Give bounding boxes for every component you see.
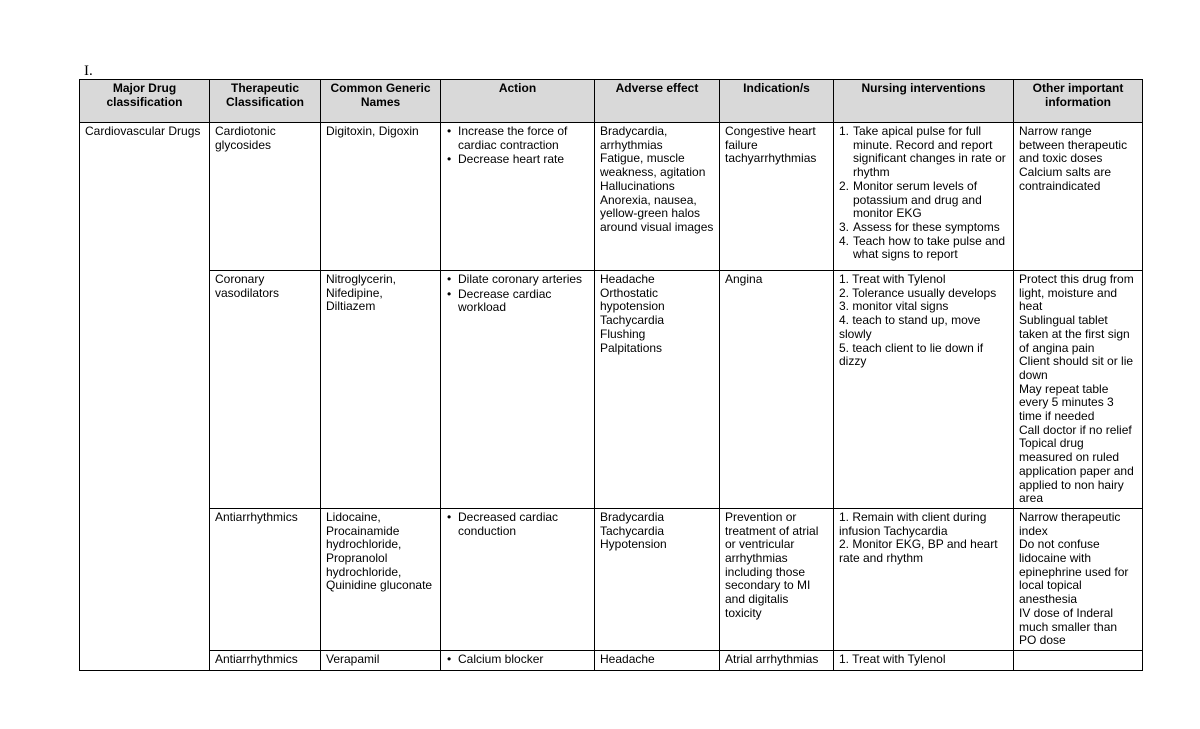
action-item: • Increase the force of cardiac contraction bbox=[446, 125, 589, 152]
table-row bbox=[80, 508, 1143, 650]
other-info-line: Calcium salts are contraindicated bbox=[1019, 165, 1112, 193]
other-info-line: IV dose of Inderal much smaller than PO dose bbox=[1019, 605, 1118, 648]
generic-names-cell: Digitoxin, Digoxin bbox=[321, 123, 441, 271]
adverse-effect-line: Tachycardia bbox=[600, 313, 665, 328]
header-other: Other important information bbox=[1014, 80, 1143, 123]
indication-line: Prevention or treatment of atrial or ventricular arrhythmias including those secondary to MI and digitalis toxicity bbox=[725, 509, 819, 620]
nursing-item: 5. teach client to lie down if dizzy bbox=[839, 340, 984, 369]
nursing-item-text: Monitor serum levels of potassium and drug and monitor EKG bbox=[853, 178, 982, 221]
adverse-effect-line: Tachycardia bbox=[600, 523, 665, 538]
header-nursing: Nursing interventions bbox=[834, 80, 1014, 123]
generic-names-cell: Nitroglycerin, Nifedipine, Diltiazem bbox=[321, 271, 441, 509]
therapeutic-cell: Coronary vasodilators bbox=[210, 271, 321, 509]
table-row bbox=[80, 271, 1143, 509]
adverse-effect-line: Headache bbox=[600, 272, 655, 286]
nursing-item bbox=[839, 221, 1008, 235]
table-header-row bbox=[80, 80, 1143, 123]
nursing-item-number: 1. bbox=[839, 124, 850, 138]
other-info-cell bbox=[1014, 123, 1143, 271]
nursing-cell bbox=[834, 123, 1014, 271]
nursing-cell bbox=[834, 650, 1014, 670]
other-info-line: Narrow range between therapeutic and toxic doses bbox=[1019, 124, 1128, 166]
indication-line: Congestive heart failure bbox=[725, 124, 816, 152]
adverse-effect-line: Bradycardia bbox=[600, 509, 665, 524]
indication-cell bbox=[720, 508, 834, 650]
adverse-effect-cell bbox=[595, 508, 720, 650]
therapeutic-cell: Antiarrhythmics bbox=[210, 650, 321, 670]
nursing-cell bbox=[834, 271, 1014, 509]
adverse-effect-line: Orthostatic hypotension bbox=[600, 285, 665, 314]
action-cell bbox=[441, 650, 595, 670]
adverse-effect-cell bbox=[595, 123, 720, 271]
action-list bbox=[446, 511, 589, 538]
drug-classification-table bbox=[79, 79, 1143, 671]
indication-cell bbox=[720, 650, 834, 670]
adverse-effect-line: Flushing bbox=[600, 326, 646, 341]
nursing-item bbox=[839, 125, 1008, 180]
action-item: • Dilate coronary arteries bbox=[446, 273, 589, 287]
other-info-cell bbox=[1014, 271, 1143, 509]
nursing-item: 1. Treat with Tylenol bbox=[839, 272, 946, 286]
nursing-item: 1. Remain with client during infusion Tachycardia bbox=[839, 509, 987, 538]
adverse-effect-line: Headache bbox=[600, 651, 655, 666]
indication-line: Angina bbox=[725, 272, 763, 286]
adverse-effect-cell bbox=[595, 650, 720, 670]
nursing-item: 3. monitor vital signs bbox=[839, 299, 949, 314]
header-adverse: Adverse effect bbox=[595, 80, 720, 123]
nursing-item: 4. teach to stand up, move slowly bbox=[839, 313, 981, 341]
nursing-cell bbox=[834, 508, 1014, 650]
header-indication: Indication/s bbox=[720, 80, 834, 123]
other-info-line: May repeat table every 5 minutes 3 time if needed bbox=[1019, 381, 1114, 424]
adverse-effect-line: Hallucinations bbox=[600, 178, 675, 193]
major-classification-cell: Cardiovascular Drugs bbox=[80, 123, 210, 671]
indication-line: tachyarrhythmias bbox=[725, 151, 817, 166]
nursing-item: 1. Treat with Tylenol bbox=[839, 651, 946, 666]
action-item: • Decrease heart rate bbox=[446, 153, 589, 167]
action-item: • Decrease cardiac workload bbox=[446, 288, 589, 315]
nursing-item-number: 3. bbox=[839, 219, 850, 234]
therapeutic-cell: Antiarrhythmics bbox=[210, 508, 321, 650]
nursing-item bbox=[839, 235, 1008, 262]
table-row bbox=[80, 123, 1143, 271]
action-cell bbox=[441, 123, 595, 271]
generic-names-cell: Verapamil bbox=[321, 650, 441, 670]
other-info-cell bbox=[1014, 508, 1143, 650]
header-generic: Common Generic Names bbox=[321, 80, 441, 123]
table-row bbox=[80, 650, 1143, 670]
action-list bbox=[446, 125, 589, 167]
other-info-line: Protect this drug from light, moisture and heat bbox=[1019, 272, 1134, 314]
action-cell bbox=[441, 508, 595, 650]
adverse-effect-line: Palpitations bbox=[600, 340, 663, 355]
nursing-item: 2. Tolerance usually develops bbox=[839, 285, 997, 300]
adverse-effect-line: Anorexia, nausea, yellow-green halos around visual images bbox=[600, 192, 714, 234]
action-list bbox=[446, 273, 589, 315]
nursing-item-number: 4. bbox=[839, 233, 850, 248]
other-info-line: Client should sit or lie down bbox=[1019, 354, 1134, 382]
adverse-effect-cell bbox=[595, 271, 720, 509]
other-info-line: Topical drug measured on ruled application paper and applied to non hairy area bbox=[1019, 436, 1134, 506]
header-major: Major Drug classification bbox=[80, 80, 210, 123]
action-cell bbox=[441, 271, 595, 509]
nursing-ordered-list bbox=[839, 125, 1008, 262]
header-action: Action bbox=[441, 80, 595, 123]
other-info-line: Narrow therapeutic index bbox=[1019, 509, 1121, 538]
nursing-item-text: Teach how to take pulse and what signs to report bbox=[853, 233, 1006, 262]
action-item: • Decreased cardiac conduction bbox=[446, 511, 589, 538]
section-marker: I. bbox=[84, 63, 93, 79]
other-info-cell bbox=[1014, 650, 1143, 670]
action-list bbox=[446, 653, 589, 667]
adverse-effect-line: Hypotension bbox=[600, 537, 667, 552]
nursing-item-text: Take apical pulse for full minute. Record and report significant changes in rate or rhythm bbox=[853, 124, 1006, 180]
action-item: • Calcium blocker bbox=[446, 653, 589, 667]
nursing-item-text: Assess for these symptoms bbox=[853, 219, 1000, 234]
therapeutic-cell: Cardiotonic glycosides bbox=[210, 123, 321, 271]
nursing-item: 2. Monitor EKG, BP and heart rate and rhythm bbox=[839, 537, 998, 566]
other-info-line: Call doctor if no relief bbox=[1019, 422, 1132, 437]
adverse-effect-line: Bradycardia, arrhythmias bbox=[600, 124, 668, 152]
other-info-line: Sublingual tablet taken at the first sign of angina pain bbox=[1019, 313, 1130, 355]
nursing-item bbox=[839, 180, 1008, 221]
header-therapeutic: Therapeutic Classification bbox=[210, 80, 321, 123]
other-info-line: Do not confuse lidocaine with epinephrine used for local topical anesthesia bbox=[1019, 537, 1129, 607]
indication-line: Atrial arrhythmias bbox=[725, 651, 819, 666]
indication-cell bbox=[720, 271, 834, 509]
adverse-effect-line: Fatigue, muscle weakness, agitation bbox=[600, 151, 706, 180]
nursing-item-number: 2. bbox=[839, 178, 850, 193]
generic-names-cell: Lidocaine, Procainamide hydrochloride, Propranolol hydrochloride, Quinidine gluconate bbox=[321, 508, 441, 650]
indication-cell bbox=[720, 123, 834, 271]
